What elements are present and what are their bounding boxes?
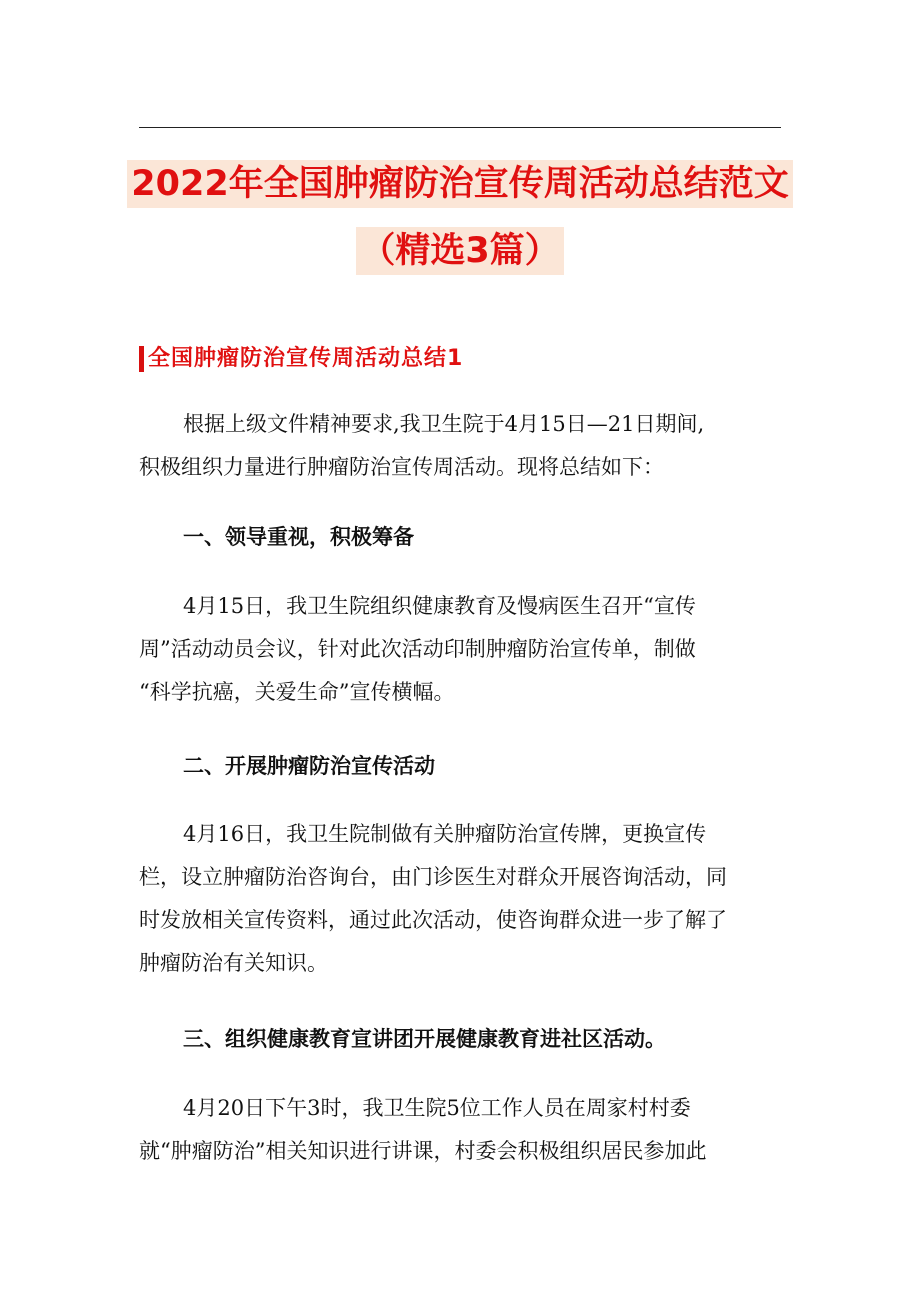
top-divider [139, 127, 781, 128]
heading-community: 三、组织健康教育宣讲团开展健康教育进社区活动。 [183, 1027, 666, 1051]
intro-paragraph [139, 403, 784, 489]
section-title: 全国肿瘤防治宣传周活动总结1 [148, 346, 464, 371]
title-text-1: 2022年全国肿瘤防治宣传周活动总结范文 [127, 160, 792, 208]
section-marker-bar [139, 346, 144, 372]
paragraph-line: 积极组织力量进行肿瘤防治宣传周活动。现将总结如下： [139, 455, 664, 479]
paragraph-line: 4月15日，我卫生院组织健康教育及慢病医生召开“宣传 [183, 594, 696, 618]
heading-leadership: 一、领导重视，积极筹备 [183, 525, 414, 549]
section-heading [139, 344, 463, 374]
title-text-2: （精选3篇） [356, 227, 563, 275]
paragraph-community [139, 1087, 784, 1173]
paragraph-line: 肿瘤防治有关知识。 [139, 951, 328, 975]
paragraph-line: 就“肿瘤防治”相关知识进行讲课，村委会积极组织居民参加此 [139, 1139, 707, 1163]
paragraph-line: 根据上级文件精神要求,我卫生院于4月15日—21日期间, [183, 412, 705, 436]
paragraph-leadership [139, 585, 784, 714]
paragraph-line: 时发放相关宣传资料，通过此次活动，使咨询群众进一步了解了 [139, 908, 727, 932]
paragraph-line: 4月16日，我卫生院制做有关肿瘤防治宣传牌，更换宣传 [183, 822, 707, 846]
paragraph-line: “科学抗癌，关爱生命”宣传横幅。 [139, 680, 455, 704]
heading-campaign: 二、开展肿瘤防治宣传活动 [183, 754, 435, 778]
paragraph-line: 栏，设立肿瘤防治咨询台，由门诊医生对群众开展咨询活动，同 [139, 865, 727, 889]
paragraph-line: 4月20日下午3时，我卫生院5位工作人员在周家村村委 [183, 1096, 691, 1120]
document-title-line-2 [0, 227, 920, 275]
document-title-line-1 [0, 160, 920, 208]
paragraph-line: 周”活动动员会议，针对此次活动印制肿瘤防治宣传单，制做 [139, 637, 696, 661]
paragraph-campaign [139, 813, 784, 985]
